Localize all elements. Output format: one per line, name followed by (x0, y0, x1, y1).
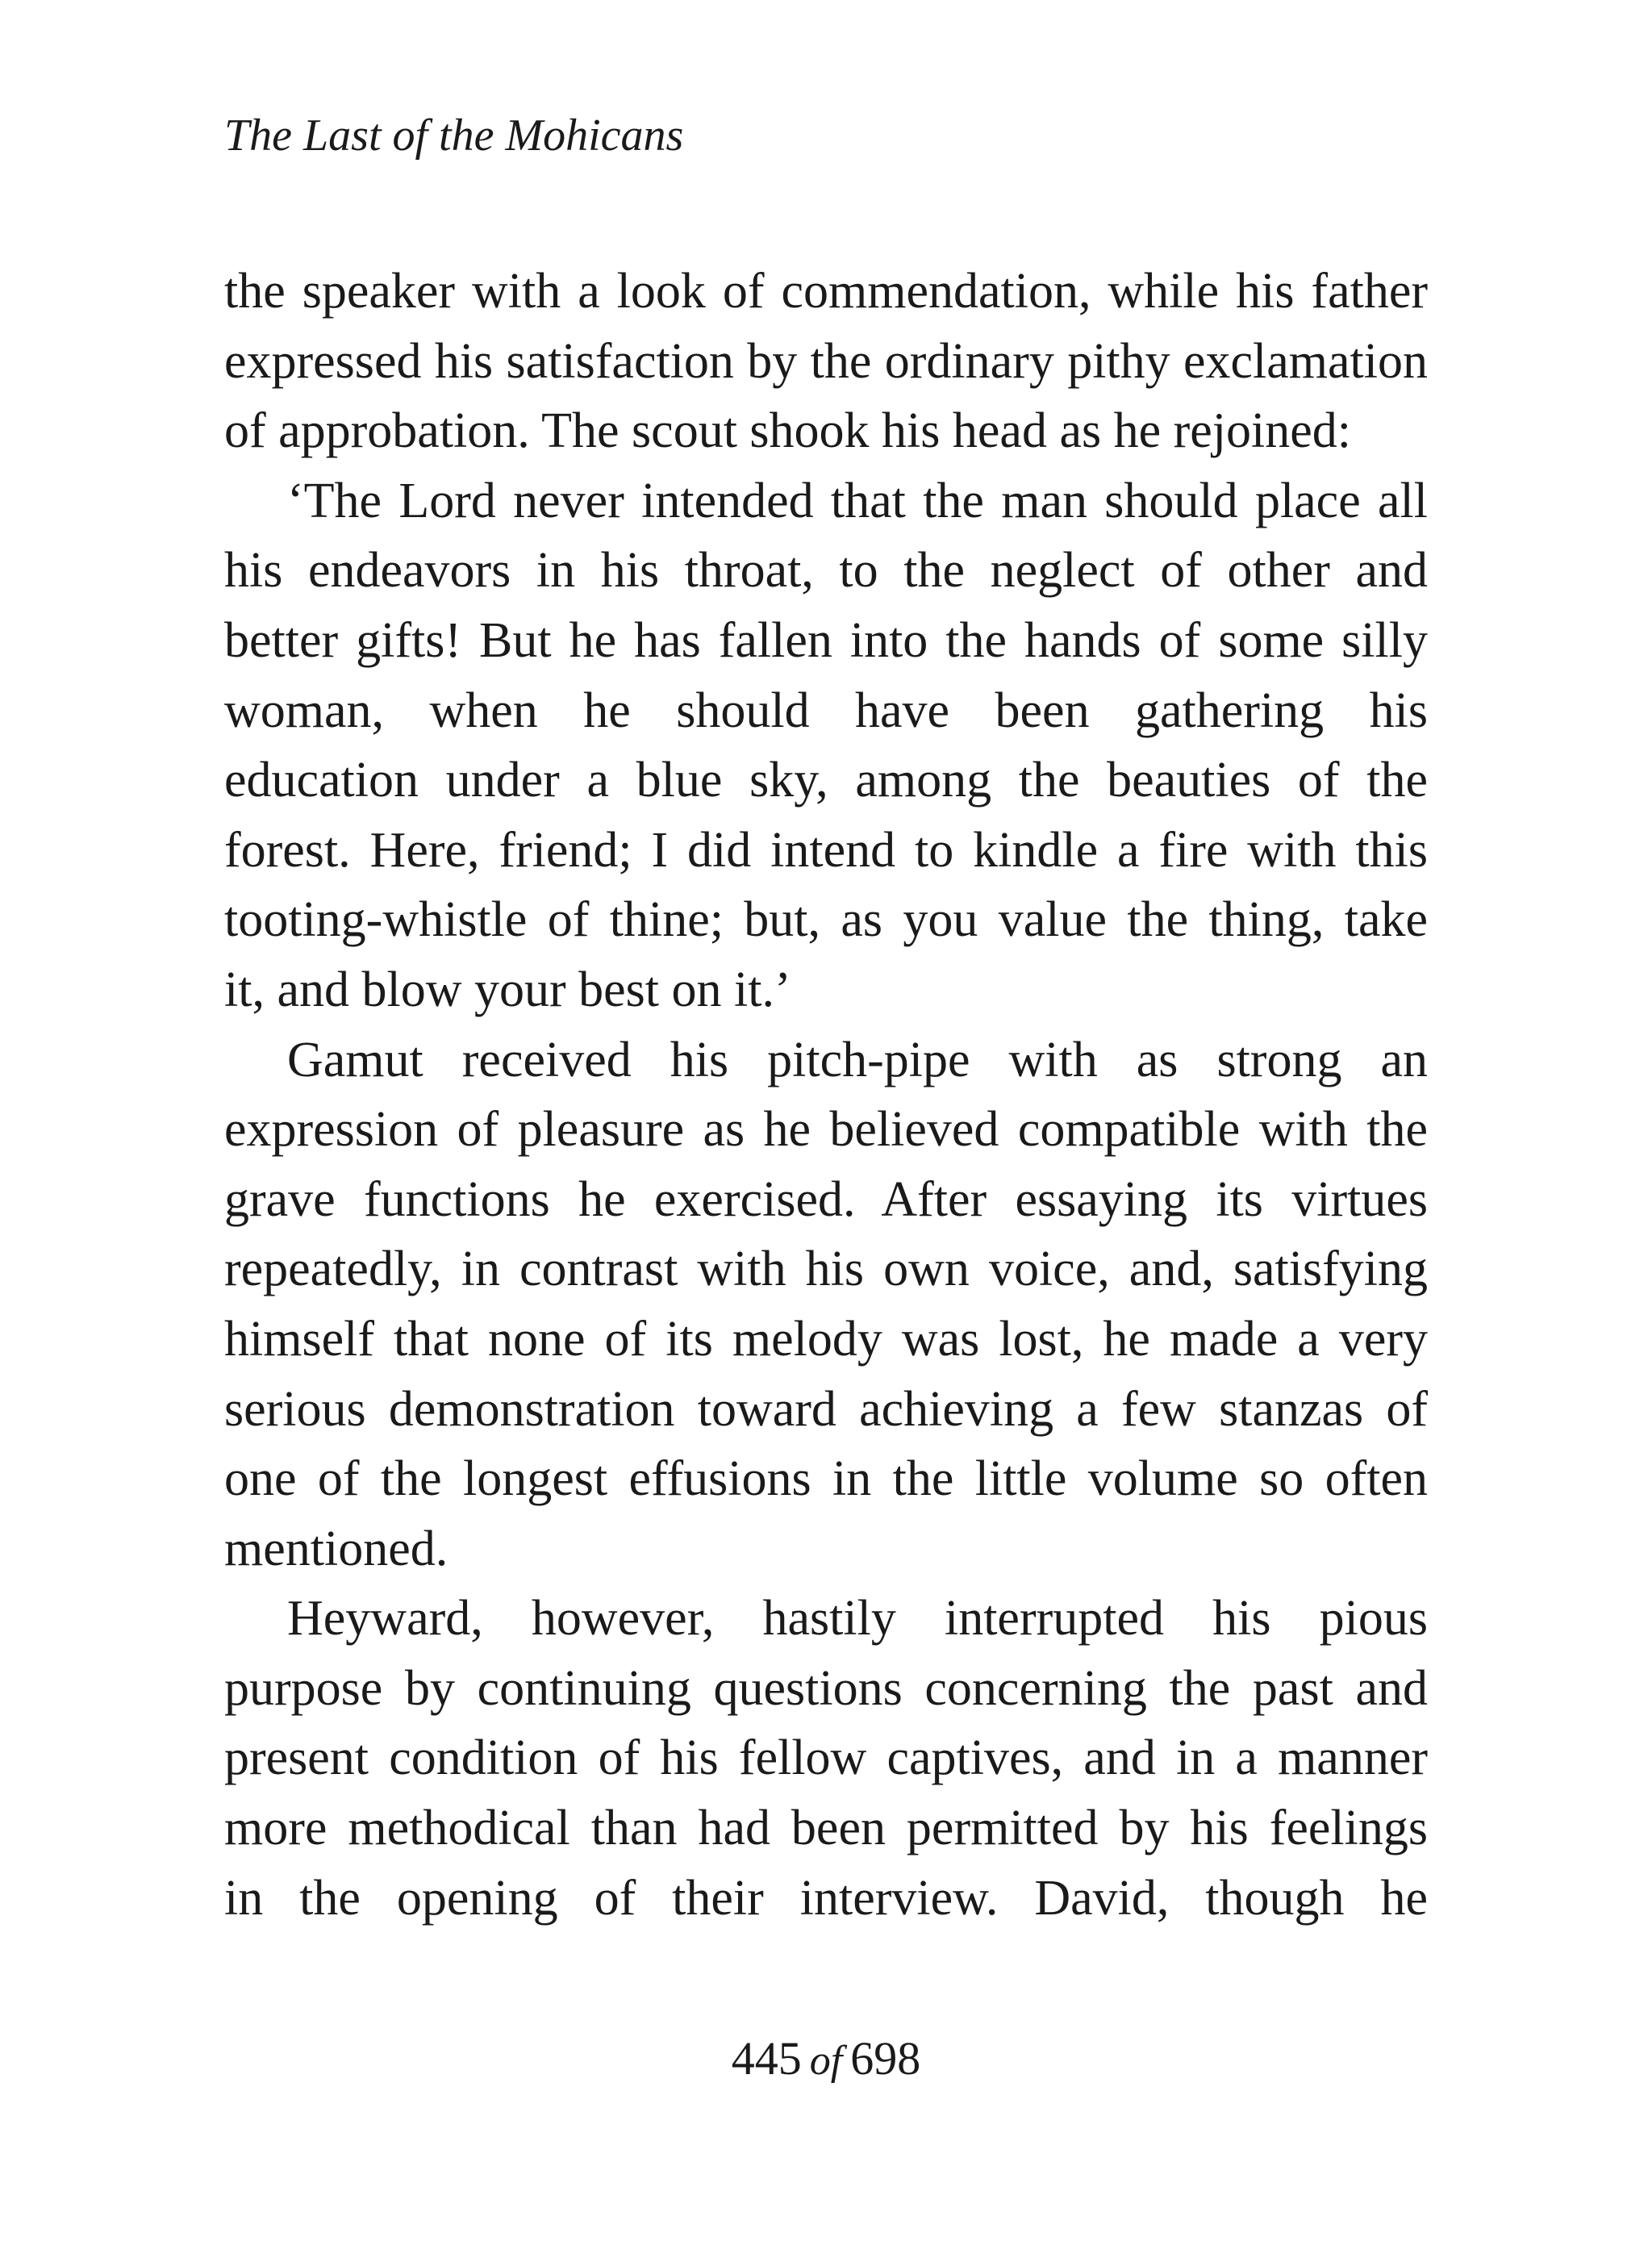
text-line: expressed his satisfaction by the ordinary pithy exclamation (224, 333, 1428, 389)
text-line: himself that none of its melody was lost, he made a very (224, 1311, 1428, 1367)
text-line: better gifts! But he has fallen into the hands of some silly (224, 612, 1428, 668)
text-line: in the opening of their interview. David, though he (224, 1870, 1428, 1926)
text-line: ‘The Lord never intended that the man should place all (287, 473, 1428, 528)
text-line: more methodical than had been permitted by his feelings (224, 1801, 1428, 1856)
text-line: grave functions he exercised. After essaying its virtues (224, 1171, 1428, 1227)
text-line: expression of pleasure as he believed compatible with the (224, 1102, 1428, 1158)
body-text (224, 257, 1428, 1933)
text-line: his endeavors in his throat, to the neglect of other and (224, 543, 1428, 599)
text-line: serious demonstration toward achieving a few stanzas of (224, 1381, 1428, 1437)
text-line: woman, when he should have been gathering his (224, 682, 1428, 738)
text-line: the speaker with a look of commendation, while his father (224, 264, 1428, 319)
page-number (0, 2027, 1652, 2093)
text-line: one of the longest effusions in the little volume so often (224, 1451, 1428, 1507)
text-line: forest. Here, friend; I did intend to kindle a fire with this (224, 822, 1428, 878)
text-line: Gamut received his pitch-pipe with as strong an (287, 1032, 1428, 1087)
text-line: of approbation. The scout shook his head as he rejoined: (224, 403, 1351, 459)
page-number-separator: of (809, 2038, 843, 2084)
text-line: purpose by continuing questions concerning the past and (224, 1660, 1428, 1716)
text-line: Heyward, however, hastily interrupted his pious (287, 1591, 1428, 1647)
text-line: tooting-whistle of thine; but, as you value the thing, take (224, 892, 1428, 948)
text-line: present condition of his fellow captives, and in a manner (224, 1730, 1428, 1786)
text-line: it, and blow your best on it.’ (224, 962, 791, 1017)
text-line: education under a blue sky, among the beauties of the (224, 753, 1428, 808)
total-page-count: 698 (850, 2032, 921, 2085)
text-line: repeatedly, in contrast with his own voice, and, satisfying (224, 1242, 1428, 1297)
running-header: The Last of the Mohicans (224, 111, 684, 161)
current-page-number: 445 (731, 2032, 802, 2085)
text-line: mentioned. (224, 1521, 448, 1576)
